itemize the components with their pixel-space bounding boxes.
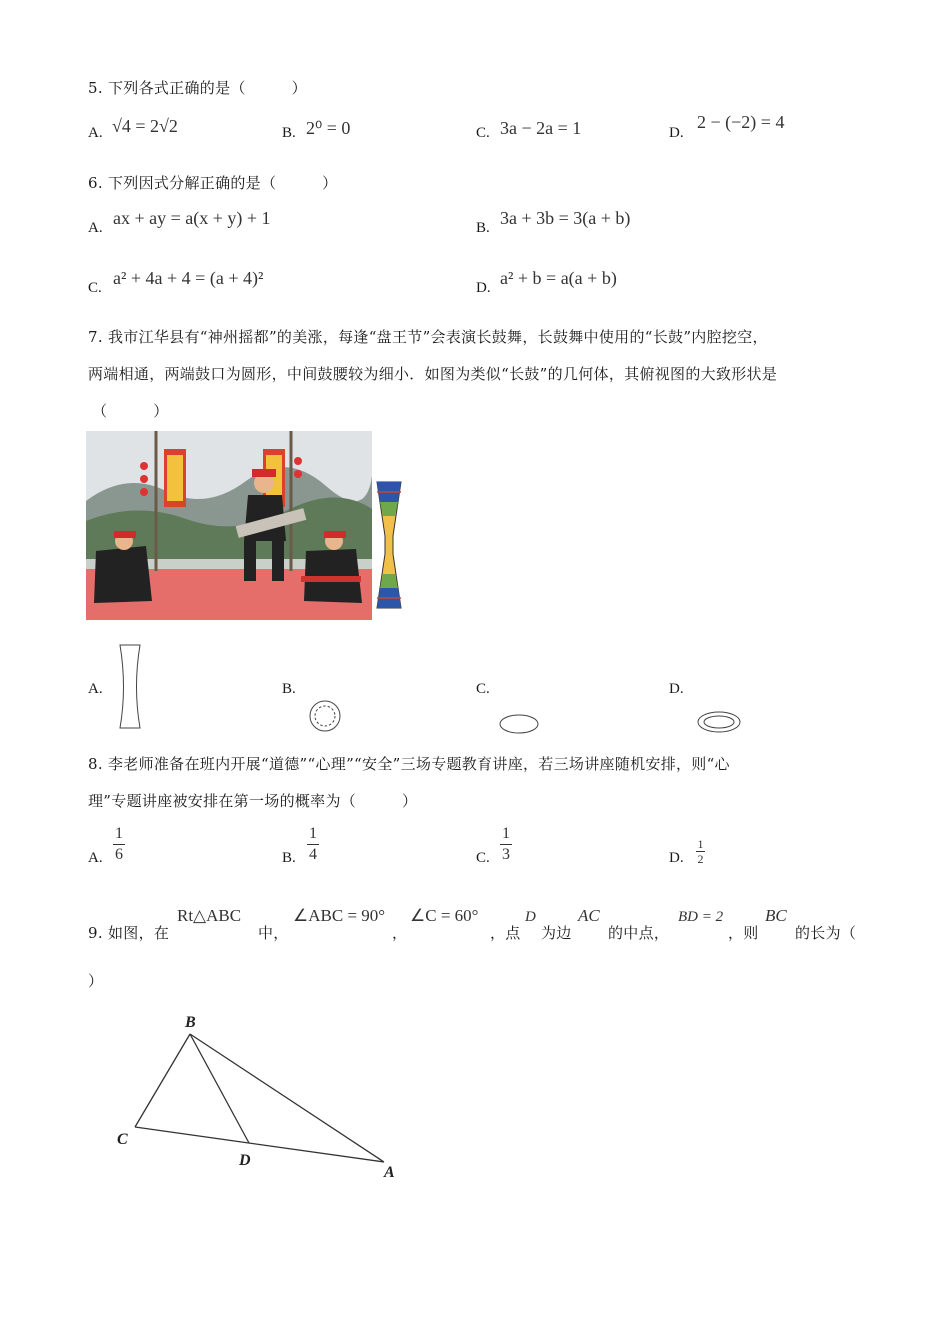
q9-side-text: 为边	[541, 924, 572, 942]
q9-rt-triangle: Rt△ABC	[177, 906, 242, 925]
q6-option-c-expr: a² + 4a + 4 = (a + 4)²	[113, 268, 264, 288]
q6-option-d-label: D.	[476, 280, 491, 296]
q8-option-d-numerator: 1	[697, 837, 704, 851]
q5-option-b-label: B.	[282, 125, 296, 141]
vertex-label-d: D	[239, 1152, 251, 1169]
long-drum-figure	[374, 478, 404, 612]
q9-then: ，则	[728, 924, 759, 942]
q8-option-c-numerator: 1	[502, 825, 510, 842]
q5-option-a-label: A.	[88, 125, 103, 141]
vertex-label-b: B	[185, 1014, 196, 1031]
q8-option-d-fraction	[696, 838, 705, 865]
q9-comma-2: ，点	[490, 924, 521, 942]
q9-bc: BC	[765, 906, 787, 925]
q7-option-d-label: D.	[669, 681, 684, 697]
q8-option-c-label: C.	[476, 850, 490, 866]
q8-option-a-denominator: 6	[115, 846, 123, 863]
q7-option-d-figure	[696, 710, 742, 738]
vertex-label-a: A	[384, 1164, 395, 1181]
q9-angle-c: ∠C = 60°	[410, 906, 479, 925]
q7-option-b-label: B.	[282, 681, 296, 697]
q5-stem: 5. 下列各式正确的是（ ）	[88, 79, 307, 97]
q7-option-b-figure	[307, 699, 343, 737]
q9-length-text: 的长为（	[795, 924, 857, 942]
q9-prefix: 9. 如图，在	[88, 924, 170, 942]
q8-option-b-label: B.	[282, 850, 296, 866]
q8-option-b-fraction	[307, 825, 319, 864]
q7-line-3: （ ）	[92, 402, 169, 420]
segment-bc	[135, 1034, 190, 1127]
q6-option-a-label: A.	[88, 220, 103, 236]
q9-bd: BD = 2	[678, 909, 724, 925]
q8-option-d-denominator: 2	[697, 852, 704, 866]
q7-option-a-label: A.	[88, 681, 103, 697]
q6-option-b-expr: 3a + 3b = 3(a + b)	[500, 208, 631, 228]
q5-option-d-label: D.	[669, 125, 684, 141]
q8-option-c-denominator: 3	[502, 846, 510, 863]
q8-option-c-fraction	[500, 825, 512, 864]
segment-bd	[190, 1034, 249, 1143]
q9-side-ac: AC	[578, 906, 600, 925]
q9-triangle-figure	[110, 1008, 410, 1192]
segment-ca	[135, 1127, 384, 1162]
q5-option-d-expr: 2 − (−2) = 4	[697, 112, 785, 132]
q6-option-a-expr: ax + ay = a(x + y) + 1	[113, 208, 271, 228]
q9-angle-abc: ∠ABC = 90°	[293, 906, 386, 925]
q8-line-2: 理”专题讲座被安排在第一场的概率为（ ）	[88, 792, 418, 810]
q9-comma-1: ，	[392, 924, 408, 942]
q6-stem: 6. 下列因式分解正确的是（ ）	[88, 174, 338, 192]
q7-line-1: 7. 我市江华县有“神州摇都”的美涨，每逢“盘王节”会表演长鼓舞，长鼓舞中使用的“长鼓”内腔挖空，	[88, 328, 768, 346]
q7-option-c-figure	[498, 713, 540, 739]
q8-option-d-label: D.	[669, 850, 684, 866]
q9-point-d: D	[525, 909, 536, 925]
q8-option-b-numerator: 1	[309, 825, 317, 842]
q9-close: ）	[88, 972, 104, 990]
q9-midpoint-text: 的中点，	[608, 924, 670, 942]
q9-mid: 中，	[258, 924, 289, 942]
q5-option-c-label: C.	[476, 125, 490, 141]
q5-option-a-expr: √4 = 2√2	[112, 116, 178, 136]
vertex-label-c: C	[117, 1131, 128, 1148]
q7-line-2: 两端相通，两端鼓口为圆形，中间鼓腰较为细小．如图为类似“长鼓”的几何体，其俯视图的大致形状是	[88, 365, 778, 383]
q5-option-b-expr: 2⁰ = 0	[306, 118, 351, 138]
q8-line-1: 8. 李老师准备在班内开展“道德”“心理”“安全”三场专题教育讲座，若三场讲座随机安排，则“心	[88, 755, 730, 773]
q6-option-c-label: C.	[88, 280, 102, 296]
segment-ba	[190, 1034, 384, 1162]
q6-option-b-label: B.	[476, 220, 490, 236]
q8-option-a-numerator: 1	[115, 825, 123, 842]
q7-option-a-figure	[117, 644, 143, 734]
q6-option-d-expr: a² + b = a(a + b)	[500, 268, 617, 288]
q5-option-c-expr: 3a − 2a = 1	[500, 118, 582, 138]
q7-option-c-label: C.	[476, 681, 490, 697]
q8-option-b-denominator: 4	[309, 846, 317, 863]
q8-option-a-label: A.	[88, 850, 103, 866]
long-drum-dance-photo	[86, 431, 372, 620]
q8-option-a-fraction	[113, 825, 125, 864]
